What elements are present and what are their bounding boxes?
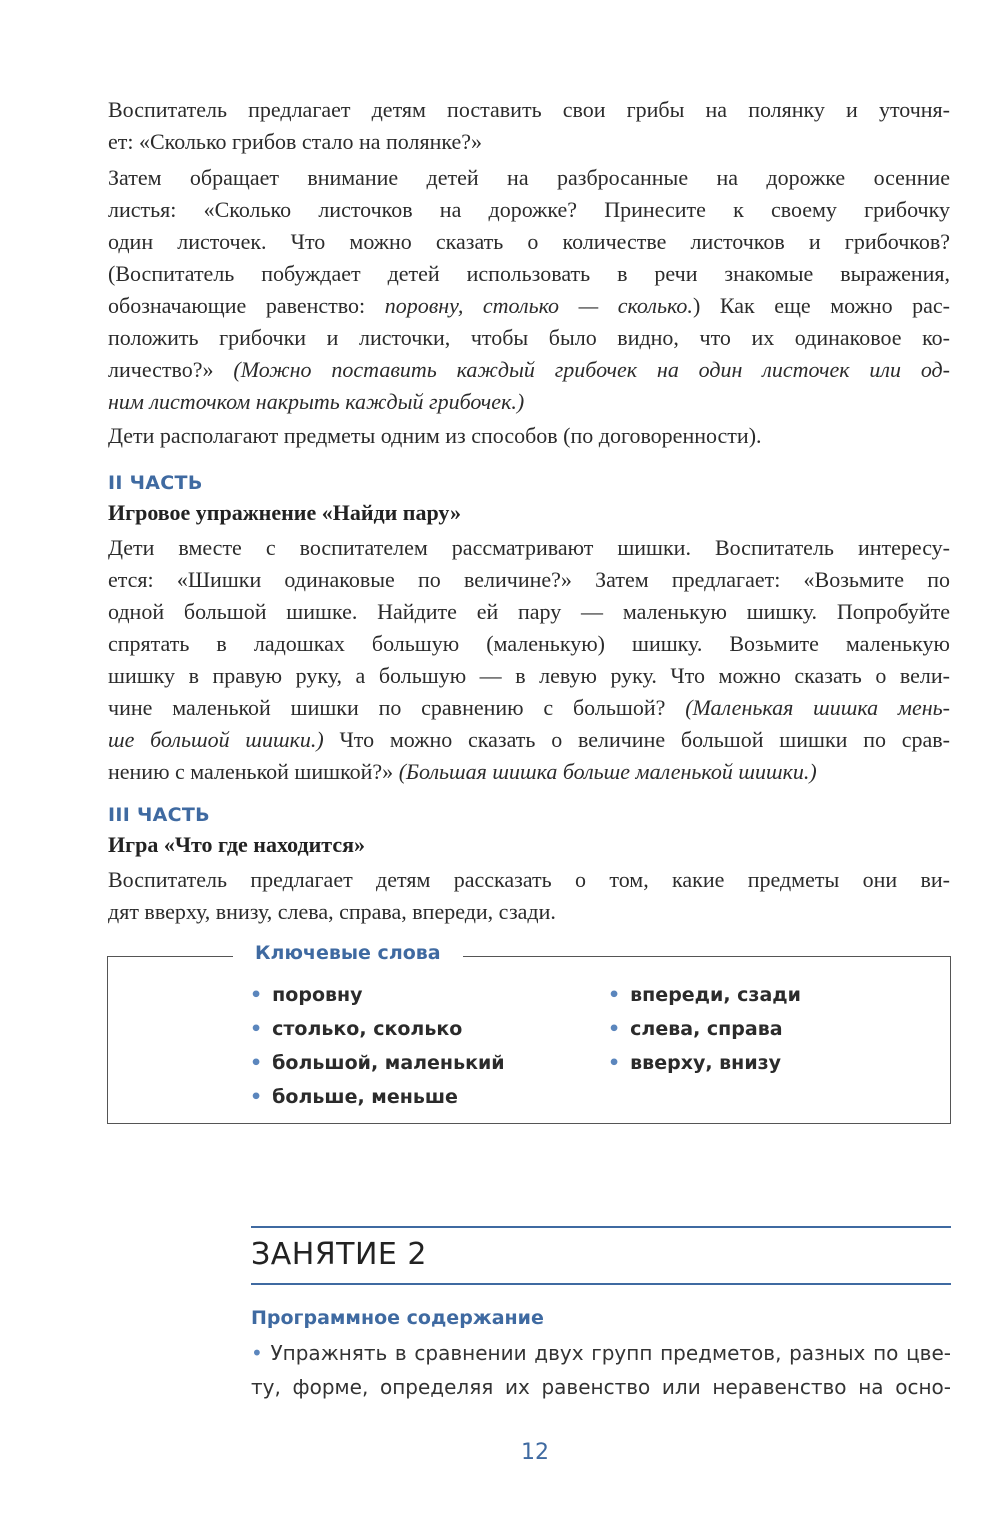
divider-top (251, 1226, 951, 1228)
part-3-heading: III ЧАСТЬ (108, 804, 210, 826)
text-line (108, 756, 950, 788)
text-line: шишку в правую руку, а большую — в левую руку. Что можно сказать о вели- (108, 663, 950, 688)
keywords-list-right (608, 978, 801, 1080)
text-line: Дети вместе с воспитателем рассматривают шишки. Воспитатель интересу- (108, 535, 950, 560)
keywords-title: Ключевые слова (233, 942, 463, 964)
text-line: Воспитатель предлагает детям рассказать о том, какие предметы они ви- (108, 867, 950, 892)
keyword-item (608, 1046, 801, 1080)
text-line: Дети располагают предметы одним из способов (по договоренности). (108, 423, 762, 448)
paragraph-1 (108, 94, 950, 158)
divider-bottom (251, 1283, 951, 1285)
program-text (251, 1336, 951, 1404)
italic-text: поровну, столько — сколько. (384, 293, 693, 318)
paragraph-2 (108, 162, 950, 418)
text-line (108, 692, 950, 724)
part-2-text (108, 532, 950, 788)
part-3-title: Игра «Что где находится» (108, 832, 366, 857)
bullet-icon: • (250, 1018, 263, 1040)
text-line: Затем обращает внимание детей на разбросанные на дорожке осенние (108, 165, 950, 190)
text-fragment: личество?» (108, 357, 234, 382)
keyword-item (608, 1012, 801, 1046)
keyword-item (608, 978, 801, 1012)
keyword-item (250, 1080, 505, 1114)
page-number: 12 (521, 1440, 549, 1465)
bullet-icon: • (251, 1341, 263, 1365)
keyword-text: столько, сколько (272, 1018, 463, 1040)
keywords-list-left (250, 978, 505, 1114)
text-line (108, 386, 950, 418)
keyword-item (250, 978, 505, 1012)
keywords-box (107, 942, 951, 1124)
text-line (251, 1336, 951, 1370)
paragraph-3 (108, 420, 950, 452)
text-line (108, 290, 950, 322)
text-line: одной большой шишке. Найдите ей пару — маленькую шишку. Попробуйте (108, 599, 950, 624)
italic-text: (Можно поставить каждый грибочек на один листочек или од- (233, 357, 950, 382)
italic-text: ше большой шишки.) (108, 727, 324, 752)
text-fragment: нению с маленькой шишкой?» (108, 759, 399, 784)
text-line: листья: «Сколько листочков на дорожке? Принесите к своему грибочку (108, 197, 950, 222)
text-fragment: обозначающие равенство: (108, 293, 385, 318)
keyword-text: большой, маленький (272, 1052, 505, 1074)
text-fragment: чине маленькой шишки по сравнению с большой? (108, 695, 686, 720)
text-line: положить грибочки и листочки, чтобы было видно, что их одинаковое ко- (108, 325, 950, 350)
part-2-heading: II ЧАСТЬ (108, 472, 203, 494)
keyword-text: вверху, внизу (630, 1052, 782, 1074)
part-2-title: Игровое упражнение «Найди пару» (108, 500, 461, 525)
text-line: ту, форме, определяя их равенство или неравенство на осно- (251, 1375, 951, 1399)
keyword-text: впереди, сзади (630, 984, 801, 1006)
text-line: (Воспитатель побуждает детей использовать в речи знакомые выражения, (108, 261, 950, 286)
text-line: один листочек. Что можно сказать о количестве листочков и грибочков? (108, 229, 950, 254)
part-3-text (108, 864, 950, 928)
bullet-icon: • (608, 984, 621, 1006)
program-heading: Программное содержание (251, 1307, 544, 1329)
keyword-text: больше, меньше (272, 1086, 458, 1108)
bullet-icon: • (608, 1052, 621, 1074)
text-line: спрятать в ладошках большую (маленькую) шишку. Возьмите маленькую (108, 631, 950, 656)
lesson-title: ЗАНЯТИЕ 2 (251, 1237, 428, 1272)
text-line (108, 724, 950, 756)
italic-text: (Большая шишка больше маленькой шишки.) (398, 759, 817, 784)
keyword-item (250, 1012, 505, 1046)
keyword-item (250, 1046, 505, 1080)
text-fragment: ) Как еще можно рас- (692, 293, 950, 318)
keyword-text: слева, справа (630, 1018, 783, 1040)
text-fragment: Что можно сказать о величине большой шишки по срав- (323, 727, 950, 752)
italic-text: (Маленькая шишка мень- (685, 695, 950, 720)
text-line: дят вверху, внизу, слева, справа, впереди, сзади. (108, 899, 556, 924)
text-fragment: Упражнять в сравнении двух групп предметов, разных по цве- (262, 1341, 951, 1365)
text-line: Воспитатель предлагает детям поставить свои грибы на полянку и уточня- (108, 97, 950, 122)
keyword-text: поровну (272, 984, 363, 1006)
bullet-icon: • (608, 1018, 621, 1040)
text-line: ется: «Шишки одинаковые по величине?» Затем предлагает: «Возьмите по (108, 567, 950, 592)
bullet-icon: • (250, 1086, 263, 1108)
text-line: ет: «Сколько грибов стало на полянке?» (108, 129, 483, 154)
bullet-icon: • (250, 984, 263, 1006)
italic-text: ним листочком накрыть каждый грибочек.) (108, 389, 525, 414)
text-line (108, 354, 950, 386)
bullet-icon: • (250, 1052, 263, 1074)
